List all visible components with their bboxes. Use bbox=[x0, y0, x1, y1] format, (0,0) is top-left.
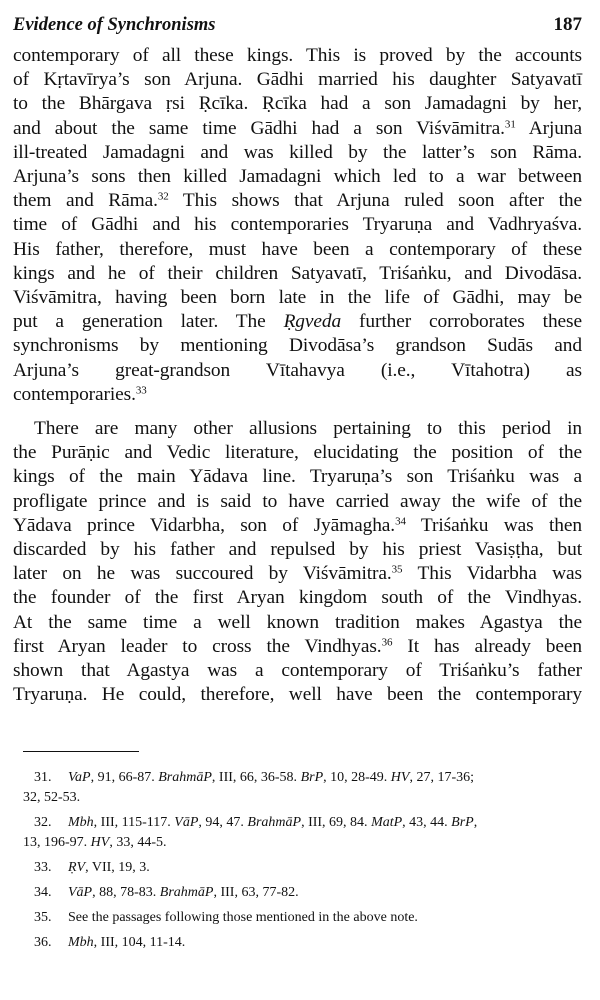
footnote-number: 31. bbox=[34, 770, 52, 786]
text-line: first Aryan leader to cross the Vindhyas.$^{36}$ It has already been bbox=[13, 635, 582, 657]
text-line: contemporary of all these kings. This is proved by the accounts bbox=[13, 45, 582, 66]
footnote-text: Mbh, III, 115-117. VāP, 94, 47. BrahmāP, III, 69, 84. MatP, 43, 44. BrP, bbox=[68, 815, 478, 831]
footnote-ref-36: 36 bbox=[381, 636, 393, 649]
footnote-text: VāP, 88, 78-83. BrahmāP, III, 63, 77-82. bbox=[68, 885, 299, 901]
footnote-35 bbox=[23, 908, 582, 928]
footnote-ref-35: 35 bbox=[391, 563, 403, 576]
footnote-continuation: 32, 52-53. bbox=[23, 790, 81, 806]
text-line: kings and he of their children Satyavatī, Triśaṅku, and Divodāsa. bbox=[13, 262, 582, 284]
footnote-text: VaP, 91, 66-87. BrahmāP, III, 66, 36-58. BrP, 10, 28-49. HV, 27, 17-36; bbox=[68, 770, 475, 786]
page-number: 187 bbox=[553, 14, 582, 35]
text-line: Tryaruṇa. He could, therefore, well have been the contemporary bbox=[13, 684, 582, 706]
footnote-text: See the passages following those mentioned in the above note. bbox=[68, 910, 418, 926]
footnotes bbox=[13, 768, 582, 953]
paragraph-2 bbox=[13, 417, 582, 707]
text-line: There are many other allusions pertaining to this period in bbox=[34, 418, 582, 440]
footnote-ref-34: 34 bbox=[395, 515, 406, 528]
text-line: put a generation later. The Ṛgveda further corroborates these bbox=[13, 311, 582, 333]
footnote-34 bbox=[23, 883, 582, 903]
text-line: His father, therefore, must have been a contemporary of these bbox=[13, 238, 582, 260]
text-line: the founder of the first Aryan kingdom south of the Vindhyas. bbox=[13, 587, 582, 609]
footnote-number: 35. bbox=[34, 910, 52, 926]
text-line: profligate prince and is said to have carried away the wife of the bbox=[13, 490, 582, 512]
text-line: Arjuna’s sons then killed Jamadagni which led to a war between bbox=[13, 166, 582, 188]
work-title-rgveda: Ṛgveda bbox=[283, 311, 342, 333]
footnote-31 bbox=[23, 768, 582, 808]
paragraph-1 bbox=[13, 44, 582, 407]
text-line: time of Gādhi and his contemporaries Tryaruṇa and Vadhryaśva. bbox=[13, 214, 582, 236]
footnote-32 bbox=[23, 813, 582, 853]
text-line: and about the same time Gādhi had a son Viśvāmitra.$^{31}$ Arjuna bbox=[13, 117, 582, 139]
body-text bbox=[13, 44, 582, 707]
text-line: of Kṛtavīrya’s son Arjuna. Gādhi married his daughter Satyavatī bbox=[13, 69, 582, 91]
text-line: them and Rāma.$^{32}$ This shows that Arjuna ruled soon after the bbox=[13, 190, 582, 212]
running-title: Evidence of Synchronisms bbox=[13, 15, 216, 35]
footnote-divider bbox=[23, 751, 139, 752]
text-line: kings of the main Yādava line. Tryaruṇa’s son Triśaṅku was a bbox=[13, 466, 582, 488]
text-line: shown that Agastya was a contemporary of Triśaṅku’s father bbox=[13, 660, 582, 682]
footnote-number: 32. bbox=[34, 815, 52, 831]
footnote-number: 33. bbox=[34, 860, 52, 876]
footnote-text: ṚV, VII, 19, 3. bbox=[68, 860, 150, 876]
text-line: Viśvāmitra, having been born late in the life of Gādhi, may be bbox=[13, 287, 582, 309]
footnote-ref-32: 32 bbox=[157, 190, 169, 203]
text-line: the Purāṇic and Vedic literature, elucidating the position of the bbox=[13, 442, 582, 464]
text-line: synchronisms by mentioning Divodāsa’s grandson Sudās and bbox=[13, 335, 582, 357]
text-line: ill-treated Jamadagni and was killed by the latter’s son Rāma. bbox=[13, 141, 582, 163]
text-line: Yādava prince Vidarbha, son of Jyāmagha.$^{34}$ Triśaṅku was then bbox=[13, 514, 582, 536]
text-line: Arjuna’s great-grandson Vītahavya (i.e., Vītahotra) as bbox=[13, 359, 582, 381]
footnote-33 bbox=[23, 858, 582, 878]
footnote-text: Mbh, III, 104, 11-14. bbox=[68, 935, 186, 951]
text-line: to the Bhārgava ṛsi Ṛcīka. Ṛcīka had a son Jamadagni by her, bbox=[13, 93, 582, 115]
footnote-ref-33: 33 bbox=[135, 384, 147, 397]
text-line: discarded by his father and repulsed by his priest Vasiṣṭha, but bbox=[13, 539, 582, 561]
footnote-number: 34. bbox=[34, 885, 52, 901]
footnote-ref-31: 31 bbox=[504, 118, 516, 131]
text-line: later on he was succoured by Viśvāmitra.$^{35}$ This Vidarbha was bbox=[13, 563, 582, 585]
footnote-36 bbox=[23, 933, 582, 953]
footnote-continuation: 13, 196-97. HV, 33, 44-5. bbox=[23, 835, 167, 851]
text-line: At the same time a well known tradition makes Agastya the bbox=[13, 611, 582, 633]
page-header bbox=[13, 14, 582, 44]
text-line: contemporaries.$^{33}$ bbox=[13, 383, 147, 405]
footnote-number: 36. bbox=[34, 935, 52, 951]
